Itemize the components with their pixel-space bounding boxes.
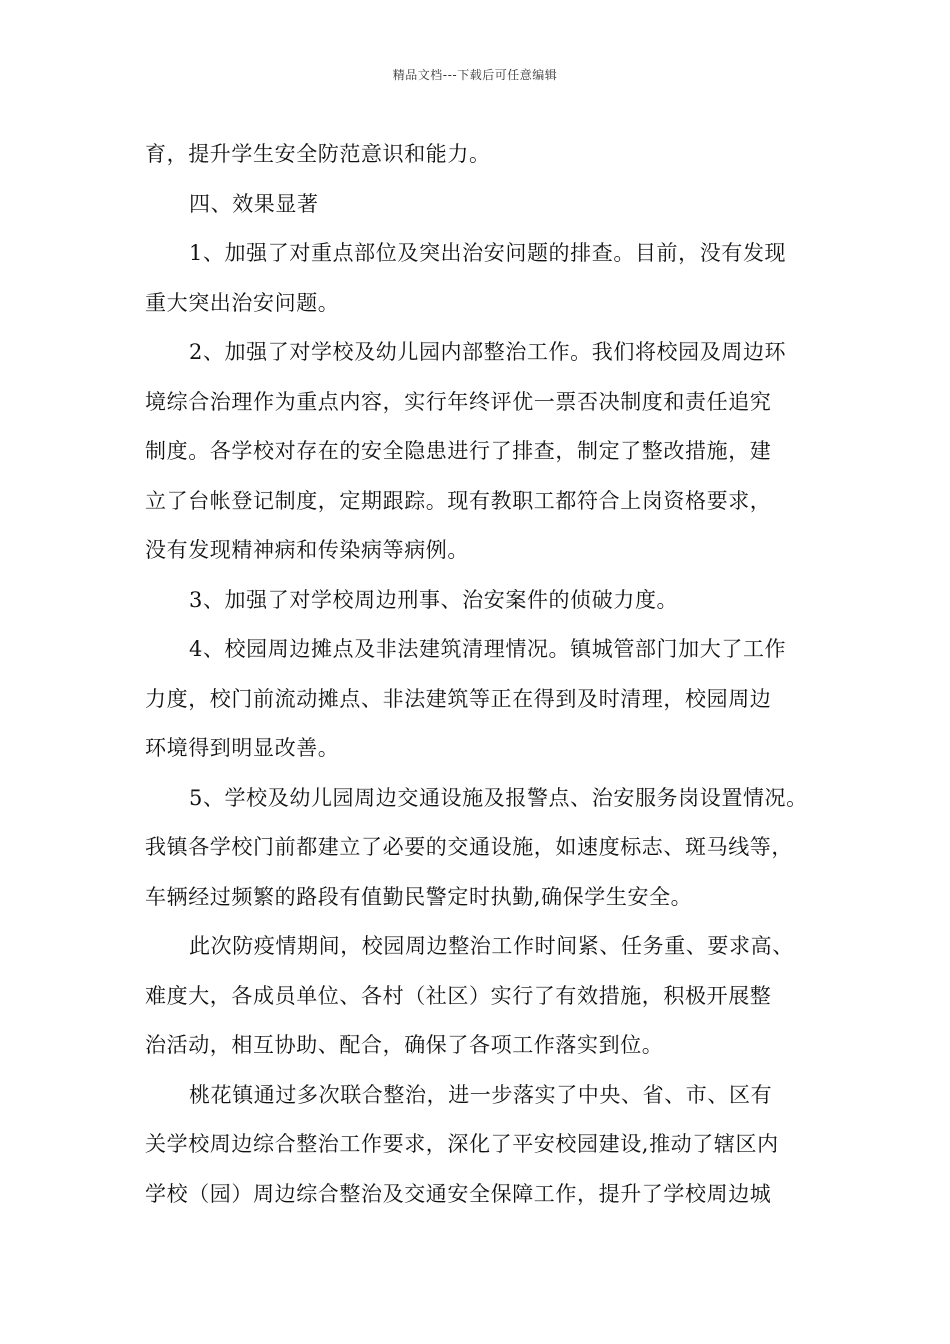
text-line: 我镇各学校门前都建立了必要的交通设施，如速度标志、斑马线等，: [145, 835, 793, 859]
text-line: 境综合治理作为重点内容，实行年终评优一票否决制度和责任追究: [145, 389, 772, 414]
text-line: 难度大，各成员单位、各村（社区）实行了有效措施，积极开展整: [145, 983, 772, 1008]
document-body: [145, 130, 835, 1219]
text-line: 育，提升学生安全防范意识和能力。: [145, 142, 491, 166]
page-header: 精品文档---下载后可任意编辑: [392, 68, 558, 82]
section-heading: 四、效果显著: [189, 191, 319, 216]
text-line: 环境得到明显改善。: [145, 736, 340, 760]
text-line: 重大突出治安问题。: [145, 290, 340, 315]
text-line: 立了台帐登记制度，定期跟踪。现有教职工都符合上岗资格要求，: [145, 488, 772, 513]
text-line: 4、校园周边摊点及非法建筑清理情况。镇城管部门加大了工作: [189, 637, 787, 661]
text-line: 没有发现精神病和传染病等病例。: [145, 538, 469, 562]
text-line: 力度，校门前流动摊点、非法建筑等正在得到及时清理，校园周边: [145, 686, 772, 711]
text-line: 车辆经过频繁的路段有值勤民警定时执勤,确保学生安全。: [145, 884, 693, 909]
text-line: 2、加强了对学校及幼儿园内部整治工作。我们将校园及周边环: [189, 340, 787, 364]
text-line: 学校（园）周边综合整治及交通安全保障工作，提升了学校周边城: [145, 1181, 772, 1206]
text-line: 5、学校及幼儿园周边交通设施及报警点、治安服务岗设置情况。: [189, 785, 808, 810]
text-line: 关学校周边综合整治工作要求，深化了平安校园建设,推动了辖区内: [145, 1132, 779, 1156]
text-line: 桃花镇通过多次联合整治，进一步落实了中央、省、市、区有: [189, 1082, 773, 1107]
text-line: 此次防疫情期间，校园周边整治工作时间紧、任务重、要求高、: [189, 934, 794, 958]
text-line: 制度。各学校对存在的安全隐患进行了排查，制定了整改措施，建: [145, 439, 772, 463]
text-line: 1、加强了对重点部位及突出治安问题的排查。目前，没有发现: [189, 241, 787, 265]
text-line: 治活动，相互协助、配合，确保了各项工作落实到位。: [145, 1033, 664, 1057]
text-line: 3、加强了对学校周边刑事、治安案件的侦破力度。: [189, 587, 679, 612]
